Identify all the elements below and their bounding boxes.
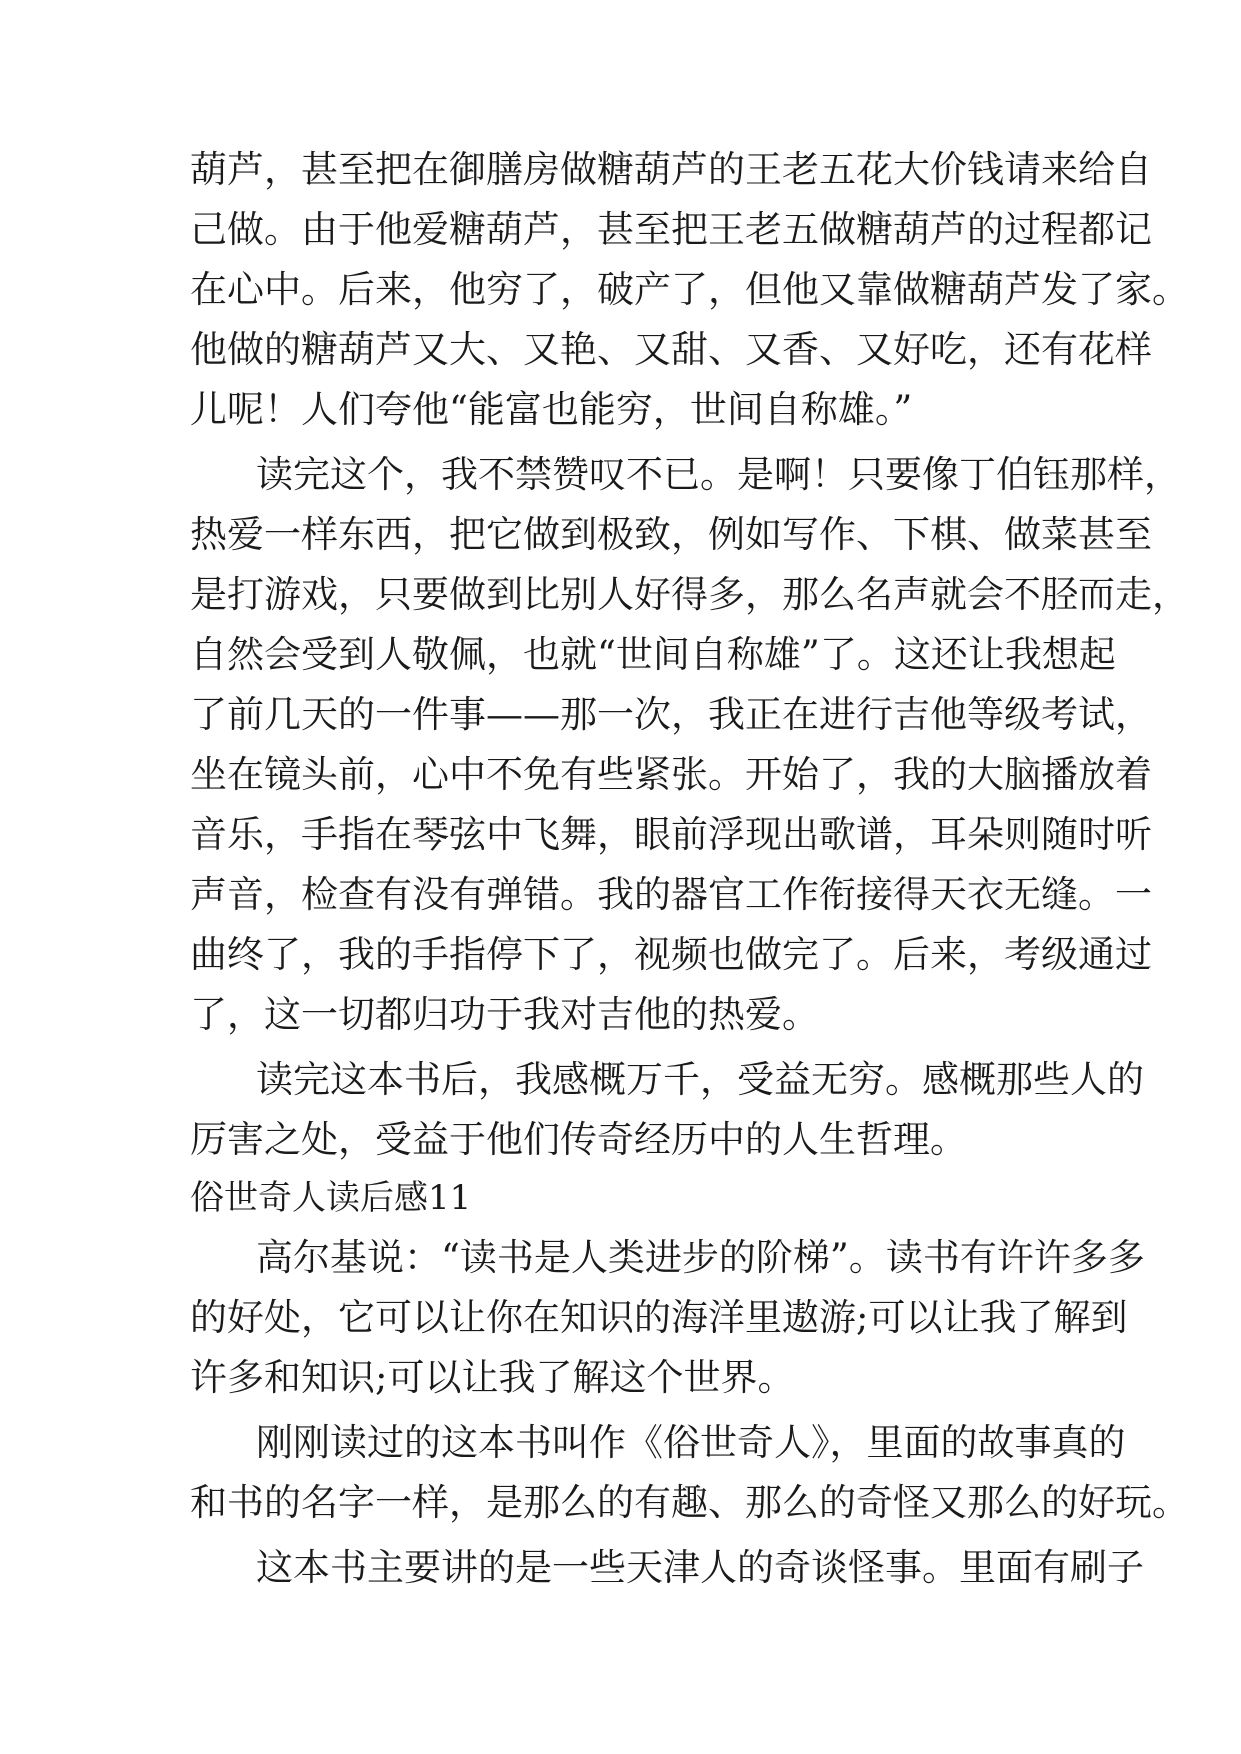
text-line: 他做的糖葫芦又大、又艳、又甜、又香、又好吃，还有花样: [190, 328, 1152, 371]
text-line: 了，这一切都归功于我对吉他的热爱。: [190, 993, 819, 1036]
section-heading: 俗世奇人读后感11: [190, 1178, 472, 1218]
text-line: 读完这个，我不禁赞叹不已。是啊！只要像丁伯钰那样，: [256, 453, 1181, 496]
text-line: 厉害之处，受益于他们传奇经历中的人生哲理。: [190, 1118, 967, 1161]
text-line: 的好处，它可以让你在知识的海洋里遨游;可以让我了解到: [190, 1296, 1128, 1339]
text-line: 刚刚读过的这本书叫作《俗世奇人》，里面的故事真的: [256, 1421, 1126, 1464]
text-line: 己做。由于他爱糖葫芦，甚至把王老五做糖葫芦的过程都记: [190, 208, 1152, 251]
text-line: 自然会受到人敬佩，也就“世间自称雄”了。这还让我想起: [190, 633, 1116, 676]
text-line: 声音，检查有没有弹错。我的器官工作衔接得天衣无缝。一: [190, 873, 1152, 916]
text-line: 高尔基说：“读书是人类进步的阶梯”。读书有许许多多: [256, 1236, 1145, 1279]
text-line: 坐在镜头前，心中不免有些紧张。开始了，我的大脑播放着: [190, 753, 1152, 796]
text-line: 读完这本书后，我感概万千，受益无穷。感概那些人的: [256, 1058, 1144, 1101]
text-line: 儿呢！人们夸他“能富也能穷，世间自称雄。”: [190, 388, 913, 431]
text-line: 这本书主要讲的是一些天津人的奇谈怪事。里面有刷子: [256, 1546, 1144, 1589]
text-line: 是打游戏，只要做到比别人好得多，那么名声就会不胫而走，: [190, 573, 1189, 616]
text-line: 音乐，手指在琴弦中飞舞，眼前浮现出歌谱，耳朵则随时听: [190, 813, 1152, 856]
text-line: 了前几天的一件事——那一次，我正在进行吉他等级考试，: [190, 693, 1152, 736]
text-line: 曲终了，我的手指停下了，视频也做完了。后来，考级通过: [190, 933, 1152, 976]
text-line: 热爱一样东西，把它做到极致，例如写作、下棋、做菜甚至: [190, 513, 1152, 556]
text-line: 和书的名字一样，是那么的有趣、那么的奇怪又那么的好玩。: [190, 1481, 1189, 1524]
text-line: 葫芦，甚至把在御膳房做糖葫芦的王老五花大价钱请来给自: [190, 148, 1152, 191]
text-line: 在心中。后来，他穷了，破产了，但他又靠做糖葫芦发了家。: [190, 268, 1189, 311]
text-line: 许多和知识;可以让我了解这个世界。: [190, 1356, 795, 1399]
